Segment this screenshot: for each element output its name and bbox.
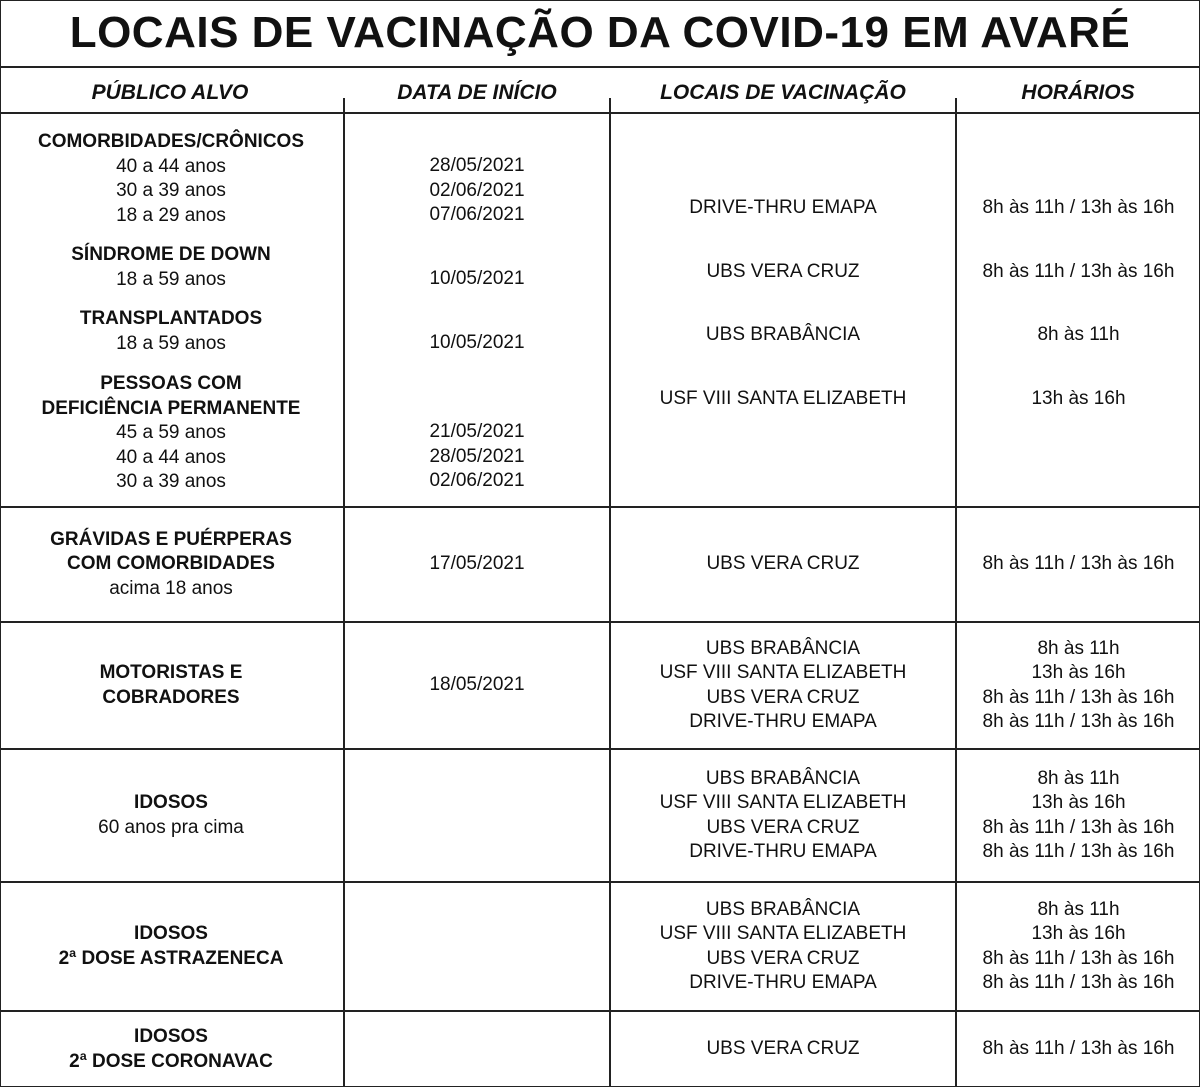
location: UBS VERA CRUZ <box>706 261 860 282</box>
page-title: LOCAIS DE VACINAÇÃO DA COVID-19 EM AVARÉ <box>0 0 1200 68</box>
header-publico-alvo: PÚBLICO ALVO <box>91 81 249 104</box>
locations-list: UBS BRABÂNCIA USF VIII SANTA ELIZABETH UBS VERA CRUZ DRIVE-THRU EMAPA <box>659 898 907 993</box>
hours-list: 8h às 11h 13h às 16h 8h às 11h / 13h às 16h 8h às 11h / 13h às 16h <box>982 767 1175 862</box>
hours: 8h às 11h / 13h às 16h <box>982 553 1175 575</box>
date-sindrome-down: 10/05/2021 <box>429 268 525 289</box>
audience-sindrome-down: SÍNDROME DE DOWN 18 a 59 anos <box>71 244 271 290</box>
hours: 8h às 11h / 13h às 16h <box>982 1038 1175 1060</box>
hours: 8h às 11h / 13h às 16h <box>982 261 1175 282</box>
date: 18/05/2021 <box>429 674 525 696</box>
location: USF VIII SANTA ELIZABETH <box>659 388 907 409</box>
locations-list: UBS BRABÂNCIA USF VIII SANTA ELIZABETH UBS VERA CRUZ DRIVE-THRU EMAPA <box>659 637 907 732</box>
audience-gravidas: GRÁVIDAS E PUÉRPERAS COM COMORBIDADES acima 18 anos <box>50 528 292 599</box>
audience-transplantados: TRANSPLANTADOS 18 a 59 anos <box>79 308 263 354</box>
date: 17/05/2021 <box>429 553 525 575</box>
date-transplantados: 10/05/2021 <box>429 332 525 353</box>
audience-idosos-coronavac: IDOSOS 2ª DOSE CORONAVAC <box>69 1026 273 1072</box>
audience-comorbidades: COMORBIDADES/CRÔNICOS 40 a 44 anos 30 a 39 anos 18 a 29 anos <box>37 131 304 226</box>
audience-motoristas: MOTORISTAS E COBRADORES <box>99 662 243 708</box>
location: UBS BRABÂNCIA <box>705 324 861 345</box>
audience-deficiencia: PESSOAS COM DEFICIÊNCIA PERMANENTE 45 a 59 anos 40 a 44 anos 30 a 39 anos <box>41 373 301 492</box>
location: UBS VERA CRUZ <box>706 553 860 575</box>
location: UBS VERA CRUZ <box>706 1038 860 1060</box>
header-data-inicio: DATA DE INÍCIO <box>397 81 557 104</box>
hours: 13h às 16h <box>1031 388 1126 409</box>
hours-list: 8h às 11h 13h às 16h 8h às 11h / 13h às 16h 8h às 11h / 13h às 16h <box>982 637 1175 732</box>
hours-list: 8h às 11h 13h às 16h 8h às 11h / 13h às 16h 8h às 11h / 13h às 16h <box>982 898 1175 993</box>
dates-comorbidades: 28/05/2021 02/06/2021 07/06/2021 <box>429 155 525 225</box>
header-locais: LOCAIS DE VACINAÇÃO <box>660 81 906 104</box>
audience-idosos: IDOSOS 60 anos pra cima <box>98 792 244 838</box>
dates-deficiencia: 21/05/2021 28/05/2021 02/06/2021 <box>429 421 525 491</box>
hours: 8h às 11h / 13h às 16h <box>982 197 1175 218</box>
hours: 8h às 11h <box>1037 324 1120 345</box>
audience-idosos-astrazeneca: IDOSOS 2ª DOSE ASTRAZENECA <box>58 923 284 969</box>
locations-list: UBS BRABÂNCIA USF VIII SANTA ELIZABETH UBS VERA CRUZ DRIVE-THRU EMAPA <box>659 767 907 862</box>
divider <box>0 112 1200 114</box>
location: DRIVE-THRU EMAPA <box>689 197 877 218</box>
header-horarios: HORÁRIOS <box>1021 81 1135 104</box>
